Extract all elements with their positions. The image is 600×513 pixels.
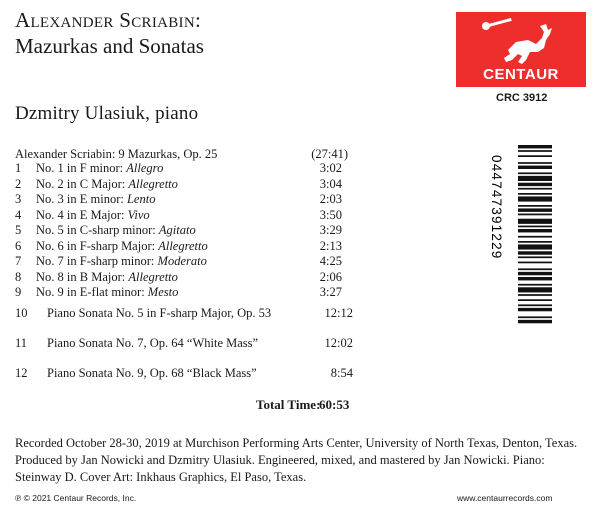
track-duration: 8:54 [330, 366, 353, 380]
track-number: 12 [15, 366, 28, 380]
track-number: 6 [15, 238, 22, 253]
website-url: www.centaurrecords.com [457, 493, 553, 503]
mazurka-set-title: Alexander Scriabin: 9 Mazurkas, Op. 25 [15, 147, 218, 161]
tempo-marking: Moderato [157, 254, 207, 268]
total-time-label: Total Time: [256, 397, 321, 412]
track-number: 11 [15, 336, 28, 350]
tempo-marking: Agitato [158, 223, 196, 237]
track-duration: 3:29 [319, 223, 342, 237]
tempo-marking: Allegro [126, 161, 164, 175]
track-number: 4 [15, 207, 22, 222]
centaur-logo [456, 12, 586, 87]
tempo-marking: Vivo [127, 207, 150, 222]
performer-name: Dzmitry Ulasiuk, piano [15, 103, 199, 124]
track-number: 5 [15, 223, 22, 237]
track-duration: 2:13 [319, 238, 342, 253]
upc-barcode-digits [488, 145, 568, 345]
track-title: Piano Sonata No. 7, Op. 64 “White Mass” [47, 336, 259, 350]
track-title: No. 1 in F minor: Allegro [36, 161, 164, 175]
tempo-marking: Mesto [147, 285, 179, 299]
tempo-marking: Allegretto [128, 176, 178, 191]
track-duration: 2:06 [319, 269, 342, 284]
track-duration: 12:02 [324, 336, 353, 350]
track-duration: 12:12 [324, 306, 353, 320]
track-duration: 3:02 [319, 161, 342, 175]
recording-credits: Recorded October 28-30, 2019 at Murchison Performing Arts Center, University of North Texas, Denton, Texas. Produced by Jan Nowicki and Dzmitry Ulasiuk. Engineered, mixed, and mastered by Jan Nowicki. Piano: Steinway D. Cover Art: Inkhaus Graphics, El Paso, Texas. [15, 436, 578, 484]
track-title: No. 4 in E Major: Vivo [36, 207, 150, 222]
track-title: No. 6 in F-sharp Major: Allegretto [36, 238, 208, 253]
track-number: 10 [15, 306, 28, 320]
catalog-number: CRC 3912 [496, 92, 548, 104]
track-duration: 4:25 [319, 254, 342, 268]
album-title-composer: Alexander Scriabin: [15, 8, 202, 32]
tempo-marking: Lento [126, 192, 156, 206]
track-number: 3 [15, 192, 22, 206]
tempo-marking: Allegretto [128, 269, 178, 284]
barcode-number: 044747391229 [489, 155, 504, 260]
track-title: No. 3 in E minor: Lento [36, 192, 156, 206]
track-title: Piano Sonata No. 9, Op. 68 “Black Mass” [47, 366, 257, 380]
track-number: 9 [15, 285, 22, 299]
track-number: 8 [15, 269, 22, 284]
track-duration: 3:27 [319, 285, 342, 299]
track-title: No. 9 in E-flat minor: Mesto [36, 285, 179, 299]
total-time-value: 60:53 [319, 397, 350, 412]
centaur-logo-wordmark: CENTAUR [483, 66, 559, 83]
album-title-works: Mazurkas and Sonatas [15, 34, 204, 58]
copyright-notice: ℗ © 2021 Centaur Records, Inc. [15, 493, 137, 503]
track-duration: 2:03 [319, 192, 342, 206]
track-duration: 3:04 [319, 176, 342, 191]
track-title: No. 2 in C Major: Allegretto [36, 176, 178, 191]
mazurka-set-duration: (27:41) [311, 147, 348, 161]
track-title: No. 5 in C-sharp minor: Agitato [36, 223, 196, 237]
track-number: 2 [15, 176, 22, 191]
track-title: Piano Sonata No. 5 in F-sharp Major, Op. 53 [47, 306, 272, 320]
track-number: 7 [15, 254, 22, 268]
track-title: No. 7 in F-sharp minor: Moderato [36, 254, 207, 268]
track-duration: 3:50 [319, 207, 342, 222]
tempo-marking: Allegretto [158, 238, 208, 253]
track-number: 1 [15, 161, 22, 175]
track-title: No. 8 in B Major: Allegretto [36, 269, 178, 284]
